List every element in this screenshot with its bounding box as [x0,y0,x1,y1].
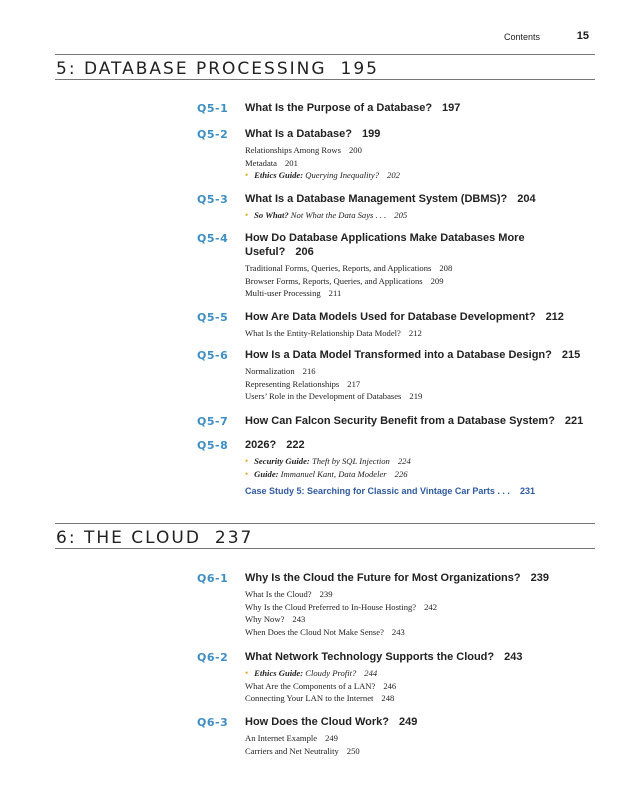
bullet-icon: • [245,456,249,466]
divider [55,79,595,80]
question-page: 212 [545,311,564,323]
subsection-item[interactable]: What Is the Entity-Relationship Data Model? 212 [245,328,422,338]
running-header-title: Contents [503,32,540,42]
question-page: 221 [564,415,584,427]
question-page: 204 [517,193,536,205]
question-page: 206 [295,246,314,258]
question-code: Q5-5 [197,311,229,324]
question-code: Q5-7 [197,415,229,428]
chapter-page: 237 [214,528,254,548]
bullet-icon: • [245,210,249,220]
subsection-item[interactable]: Why Now? 243 [245,614,306,625]
subsection-item[interactable]: Connecting Your LAN to the Internet 248 [245,693,395,704]
question-code: Q6-3 [197,716,229,729]
toc-entry-q6-1[interactable] [197,571,597,638]
question-title: How Is a Data Model Transformed into a Database Design? [245,349,552,361]
toc-entry-q5-3[interactable] [197,192,597,222]
page-number: 15 [576,30,589,42]
chapter-5-heading[interactable] [56,59,379,79]
question-code: Q5-4 [197,232,229,245]
divider [55,54,595,55]
toc-entry-q6-2[interactable] [197,650,597,705]
question-page: 243 [504,651,523,663]
toc-entry-q5-2[interactable] [197,127,597,182]
question-code: Q5-6 [197,349,229,362]
toc-entry-q6-3[interactable] [197,715,597,757]
question-page: 197 [442,102,461,114]
question-title: How Can Falcon Security Benefit from a Database System? [245,415,555,427]
case-study-link[interactable]: Case Study 5: Searching for Classic and Vintage Car Parts . . . 231 [245,486,535,497]
feature-item[interactable]: • Ethics Guide: Cloudy Profit? 244 [245,668,378,678]
question-code: Q6-1 [197,572,229,585]
question-title: 2026? [245,439,277,451]
question-title: What Is a Database Management System (DBMS)? [245,193,508,205]
question-code: Q6-2 [197,651,229,664]
chapter-6-heading[interactable] [56,528,253,548]
subsection-item[interactable]: Users’ Role in the Development of Databases 219 [245,391,423,402]
subsection-item[interactable]: An Internet Example 249 [245,733,338,743]
feature-item[interactable]: • Guide: Immanuel Kant, Data Modeler 226 [245,468,408,479]
bullet-icon: • [245,468,249,479]
question-title: How Are Data Models Used for Database Development? [245,311,536,323]
subsection-item[interactable]: What Is the Cloud? 239 [245,589,333,599]
subsection-item[interactable]: Relationships Among Rows 200 [245,145,362,155]
feature-item[interactable]: • Ethics Guide: Querying Inequality? 202 [245,170,400,181]
running-header [0,30,625,50]
bullet-icon: • [245,668,249,678]
question-code: Q5-3 [197,193,229,206]
subsection-item[interactable]: Metadata 201 [245,157,298,168]
question-page: 249 [399,716,418,728]
subsection-item[interactable]: Browser Forms, Reports, Queries, and Applications 209 [245,275,444,286]
subsection-item[interactable]: What Are the Components of a LAN? 246 [245,680,397,691]
divider [55,523,595,524]
bullet-icon: • [245,170,249,181]
toc-entry-q5-4[interactable] [197,231,597,300]
toc-entry-q5-8[interactable] [197,438,597,497]
question-code: Q5-8 [197,439,229,452]
toc-entry-q5-5[interactable] [197,310,597,340]
chapter-title: 6: THE CLOUD [56,528,201,548]
question-page: 222 [286,439,305,451]
subsection-item[interactable]: Normalization 216 [245,366,316,376]
question-page: 239 [530,572,549,584]
question-title: How Does the Cloud Work? [245,716,390,728]
chapter-page: 195 [340,59,379,79]
question-title: What Is a Database? [245,128,352,140]
divider [55,548,595,549]
subsection-item[interactable]: Why Is the Cloud Preferred to In-House Hosting? 242 [245,601,438,612]
feature-item[interactable]: • So What? Not What the Data Says . . . 205 [245,210,408,220]
toc-entry-q5-7[interactable] [197,414,597,428]
subsection-item[interactable]: Traditional Forms, Queries, Reports, and Applications 208 [245,263,453,273]
subsection-item[interactable]: Carriers and Net Neutrality 250 [245,745,360,756]
question-code: Q5-1 [197,102,229,115]
question-code: Q5-2 [197,128,229,141]
chapter-title: 5: DATABASE PROCESSING [56,59,327,79]
toc-entry-q5-1[interactable] [197,101,597,115]
question-title: Why Is the Cloud the Future for Most Organizations? [245,572,521,584]
feature-item[interactable]: • Security Guide: Theft by SQL Injection 224 [245,456,411,466]
subsection-item[interactable]: Multi-user Processing 211 [245,288,342,299]
question-title: What Is the Purpose of a Database? [245,102,433,114]
question-title: What Network Technology Supports the Cloud? [245,651,495,663]
question-title-continued: Useful? [245,246,286,258]
toc-entry-q5-6[interactable] [197,348,597,403]
question-page: 199 [361,128,381,140]
subsection-item[interactable]: When Does the Cloud Not Make Sense? 243 [245,626,405,637]
question-page: 215 [561,349,581,361]
question-title: How Do Database Applications Make Databases More [245,232,525,244]
subsection-item[interactable]: Representing Relationships 217 [245,378,361,389]
